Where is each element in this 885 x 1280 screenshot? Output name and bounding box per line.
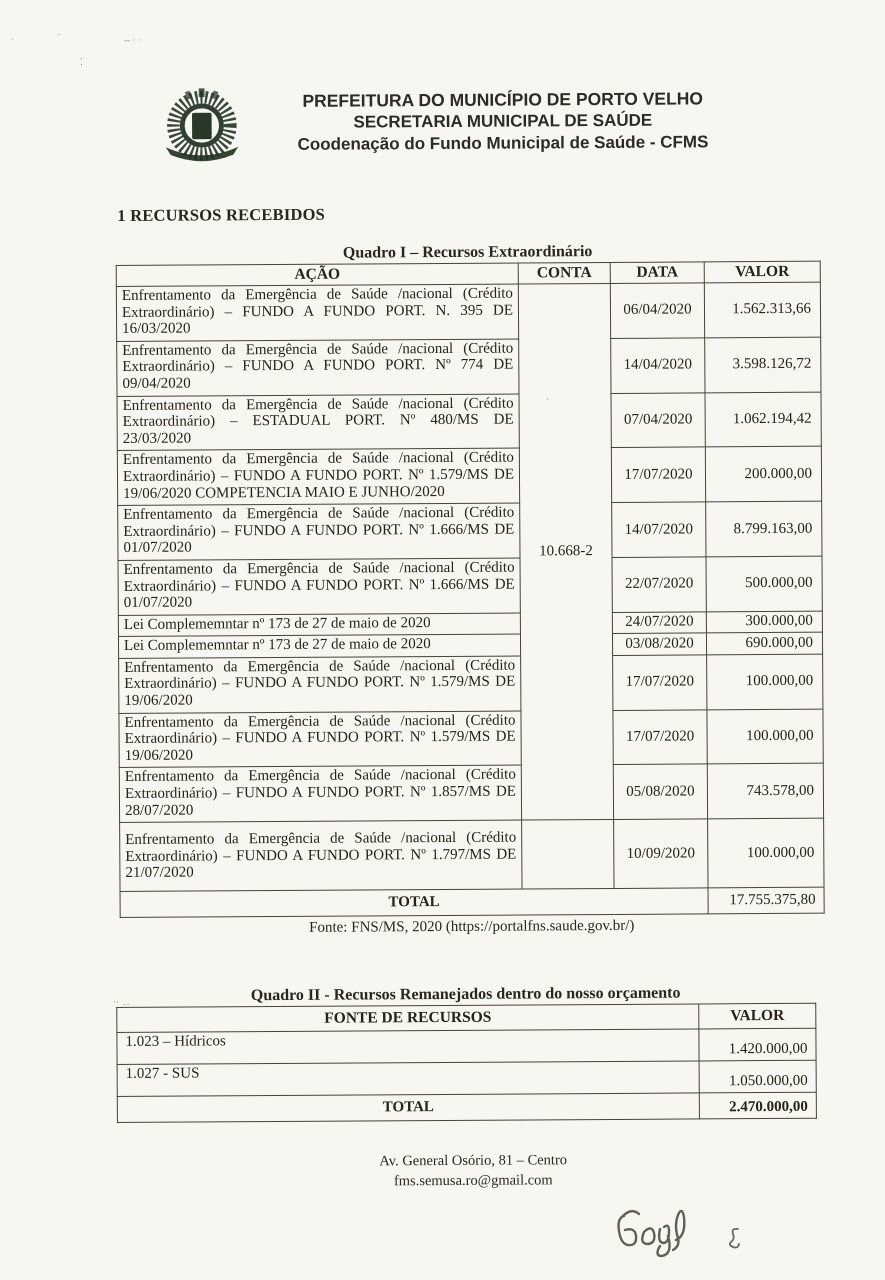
date-cell: 24/07/2020 [612, 612, 706, 634]
table-row [117, 1028, 816, 1064]
action-cell: Enfrentamento da Emergência de Saúde /nacional (Crédito Extraordinário) – FUNDO A FUNDO PORT. Nº 1.579/MS DE 19/06/2020 [119, 711, 521, 768]
action-cell: Enfrentamento da Emergência de Saúde /nacional (Crédito Extraordinário) – FUNDO A FUNDO PORT. Nº 1.857/MS DE 28/07/2020 [119, 765, 521, 822]
value-cell: 1.050.000,00 [699, 1060, 816, 1093]
quadro2-wrapper [116, 984, 816, 1123]
scan-artifact: . [58, 27, 61, 37]
conta-cell-merged: 10.668-2 [518, 283, 613, 820]
quadro2-table [116, 1003, 817, 1123]
scan-artifact: -​- · · [124, 35, 141, 45]
action-cell: Enfrentamento da Emergência de Saúde /nacional (Crédito Extraordinário) – FUNDO A FUNDO PORT. Nº 1.579/MS DE 19/06/2020 COMPETENCIA MAIO E JUNHO/2020 [117, 448, 519, 505]
date-cell: 17/07/2020 [611, 447, 705, 502]
quadro1-wrapper [116, 242, 824, 918]
date-cell: 17/07/2020 [613, 655, 707, 710]
action-cell: Enfrentamento da Emergência de Saúde /nacional (Crédito Extraordinário) – FUNDO A FUNDO PORT. Nº 1.666/MS DE 01/07/2020 [118, 503, 520, 560]
action-cell: Lei Complememntar nº 173 de 27 de maio de 2020 [118, 634, 520, 658]
total-label: TOTAL [120, 888, 708, 918]
action-cell: Enfrentamento da Emergência de Saúde /nacional (Crédito Extraordinário) – ESTADUAL PORT. Nº 480/MS DE 23/03/2020 [117, 394, 519, 451]
date-cell: 14/04/2020 [611, 338, 705, 393]
date-cell: 05/08/2020 [613, 764, 707, 819]
total-label: TOTAL [117, 1093, 699, 1123]
action-cell: Lei Complememntar nº 173 de 27 de maio de 2020 [118, 613, 520, 637]
value-cell: 100.000,00 [708, 818, 824, 887]
total-value: 2.470.000,00 [699, 1092, 816, 1119]
document-footer [121, 1149, 825, 1194]
column-header-conta: CONTA [518, 262, 610, 284]
value-cell: 100.000,00 [707, 709, 823, 764]
header-line-2: SECRETARIA MUNICIPAL DE SAÚDE [353, 111, 653, 132]
value-cell: 1.420.000,00 [699, 1028, 816, 1061]
municipal-crest-icon [157, 85, 248, 170]
date-cell: 22/07/2020 [612, 557, 706, 612]
fonte-cell: 1.027 - SUS [117, 1061, 699, 1097]
date-cell: 17/07/2020 [613, 710, 707, 765]
scan-artifact: ` [11, 37, 14, 47]
scan-artifact: · [546, 394, 549, 404]
date-cell: 03/08/2020 [612, 633, 706, 655]
column-header-acao: AÇÃO [116, 263, 518, 286]
action-cell: Enfrentamento da Emergência de Saúde /nacional (Crédito Extraordinário) – FUNDO A FUNDO PORT. Nº 1.797/MS DE 21/07/2020 [120, 820, 522, 891]
header-line-1: PREFEITURA DO MUNICÍPIO DE PORTO VELHO [302, 88, 704, 111]
source-note: Fonte: FNS/MS, 2020 (https://portalfns.saude.gov.br/) [309, 917, 635, 936]
table-row [117, 1060, 816, 1096]
column-header-fonte: FONTE DE RECURSOS [117, 1004, 699, 1033]
total-row [117, 1092, 816, 1122]
date-cell: 14/07/2020 [612, 502, 706, 557]
total-row [120, 887, 824, 917]
column-header-valor: VALOR [704, 261, 820, 283]
handwritten-signature-icon [612, 1198, 712, 1260]
footer-address: Av. General Osório, 81 – Centro [379, 1152, 568, 1170]
section-title: 1 RECURSOS RECEBIDOS [117, 204, 326, 225]
header-line-3: Coodenação do Fundo Municipal de Saúde - CFMS [297, 132, 709, 155]
value-cell: 500.000,00 [706, 556, 822, 611]
value-cell: 743.578,00 [707, 764, 823, 819]
date-cell: 10/09/2020 [614, 819, 708, 888]
handwritten-mark-icon [727, 1226, 743, 1252]
action-cell: Enfrentamento da Emergência de Saúde /nacional (Crédito Extraordinário) – FUNDO A FUNDO PORT. Nº 774 DE 09/04/2020 [117, 339, 519, 396]
quadro2-title: Quadro II - Recursos Remanejados dentro do nosso orçamento [250, 984, 681, 1005]
table-row [119, 654, 823, 713]
table-row [118, 556, 822, 615]
value-cell: 8.799.163,00 [706, 501, 822, 556]
column-header-data: DATA [610, 262, 704, 284]
scan-artifact: ·· ․․ [113, 997, 130, 1007]
table-row [119, 709, 823, 768]
table-row [117, 447, 821, 506]
action-cell: Enfrentamento da Emergência de Saúde /nacional (Crédito Extraordinário) – FUNDO A FUNDO PORT. Nº 1.579/MS DE 19/06/2020 [119, 656, 521, 713]
table-row [120, 818, 824, 891]
column-header-valor2: VALOR [699, 1003, 816, 1029]
conta-cell-empty [522, 820, 614, 889]
value-cell: 1.062.194,42 [705, 392, 821, 447]
table-row [118, 501, 822, 560]
total-value: 17.755.375,80 [708, 887, 824, 914]
value-cell: 690.000,00 [706, 632, 822, 654]
action-cell: Enfrentamento da Emergência de Saúde /nacional (Crédito Extraordinário) – FUNDO A FUNDO PORT. Nº 1.666/MS DE 01/07/2020 [118, 558, 520, 615]
table-row [117, 392, 821, 451]
date-cell: 07/04/2020 [611, 392, 705, 447]
date-cell: 06/04/2020 [610, 283, 704, 338]
value-cell: 100.000,00 [707, 654, 823, 709]
value-cell: 200.000,00 [705, 447, 821, 502]
table-row [117, 337, 821, 396]
fonte-cell: 1.023 – Hídricos [117, 1029, 699, 1065]
document-header [157, 82, 744, 170]
action-cell: Enfrentamento da Emergência de Saúde /nacional (Crédito Extraordinário) – FUNDO A FUNDO PORT. N. 395 DE 16/03/2020 [116, 284, 518, 341]
value-cell: 300.000,00 [706, 611, 822, 633]
header-titles [263, 82, 744, 169]
quadro1-table [116, 261, 825, 918]
quadro1-title: Quadro I – Recursos Extraordinário [342, 243, 593, 262]
table-row [119, 764, 823, 823]
scan-artifact: ․́ [80, 57, 84, 67]
value-cell: 1.562.313,66 [704, 282, 820, 337]
value-cell: 3.598.126,72 [705, 337, 821, 392]
table-row [116, 282, 820, 341]
footer-email: fms.semusa.ro@gmail.com [393, 1172, 553, 1190]
